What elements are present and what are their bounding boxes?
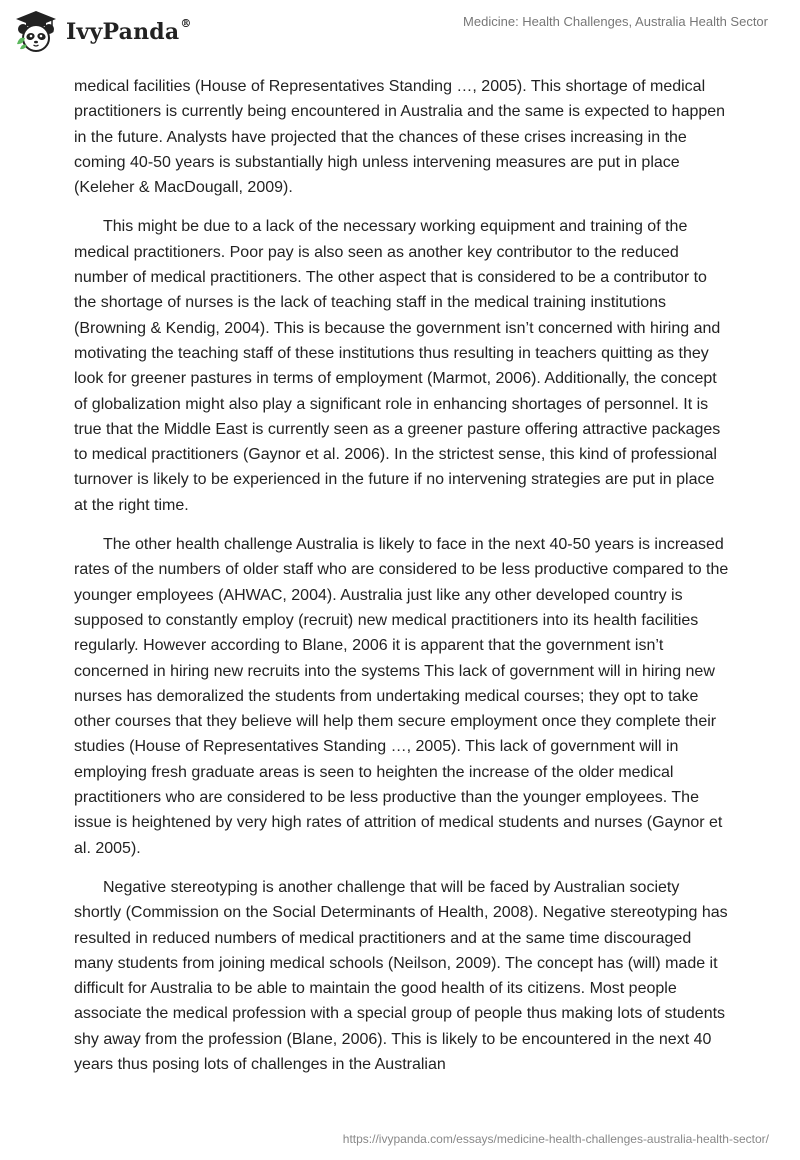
document-title: Medicine: Health Challenges, Australia Health Sector <box>463 14 768 29</box>
paragraph-1: medical facilities (House of Representatives Standing …, 2005). This shortage of medical practitioners is currently being encountered in Australia and the same is expected to happen in the future. Analysts have projected that the chances of these crises increasing in the coming 40-50 years is substantially high unless intervening measures are put in place (Keleher & MacDougall, 2009). <box>74 78 726 197</box>
page-header <box>0 0 800 70</box>
paragraph-4: Negative stereotyping is another challenge that will be faced by Australian society shortly (Commission on the Social Determinants of Health, 2008). Negative stereotyping has resulted in reduced numbers of medical practitioners and at the same time discouraged many students from joining medical schools (Neilson, 2009). The concept has (will) made it difficult for Australia to be able to maintain the good health of its citizens. Most people associate the medical profession with a special group of people thus making lots of students shy away from the profession (Blane, 2006). This is likely to be encountered in the next 40 years thus posing lots of challenges in the Australian <box>74 878 728 1073</box>
registered-mark: ® <box>180 17 192 30</box>
logo[interactable] <box>12 8 192 56</box>
essay-body <box>74 74 729 1091</box>
panda-logo-icon <box>12 8 60 56</box>
paragraph-3: The other health challenge Australia is likely to face in the next 40-50 years is increased rates of the numbers of older staff who are considered to be less productive compared to the younger employees (AHWAC, 2004). Australia just like any other developed country is supposed to constantly employ (recruit) new medical practitioners into its health facilities regularly. However according to Blane, 2006 it is apparent that the government isn’t concerned in hiring new recruits into the systems This lack of government will in hiring new nurses has demoralized the students from undertaking medical courses; they opt to take other courses that they believe will help them secure employment once they complete their studies (House of Representatives Standing …, 2005). This lack of government will in employing fresh graduate areas is seen to heighten the increase of the older medical practitioners who are considered to be less productive than the younger employees. The issue is heightened by very high rates of attrition of medical students and nurses (Gaynor et al. 2005). <box>74 536 729 857</box>
logo-name: IvyPanda <box>66 19 180 45</box>
source-url-link[interactable]: https://ivypanda.com/essays/medicine-health-challenges-australia-health-sector/ <box>342 1132 769 1146</box>
logo-text <box>66 19 192 45</box>
paragraph-2: This might be due to a lack of the necessary working equipment and training of the medical practitioners. Poor pay is also seen as another key contributor to the reduced number of medical practitioners. The other aspect that is considered to be a contributor to the shortage of nurses is the lack of teaching staff in the medical training institutions (Browning & Kendig, 2004). This is because the government isn’t concerned with hiring and motivating the teaching staff of these institutions thus resulting in teachers quitting as they look for greener pastures in terms of employment (Marmot, 2006). Additionally, the concept of globalization might also play a significant role in enhancing shortages of personnel. It is true that the Middle East is currently seen as a greener pasture offering attractive packages to medical practitioners (Gaynor et al. 2006). In the strictest sense, this kind of professional turnover is likely to be experienced in the future if no intervening strategies are put in place at the right time. <box>74 218 721 514</box>
